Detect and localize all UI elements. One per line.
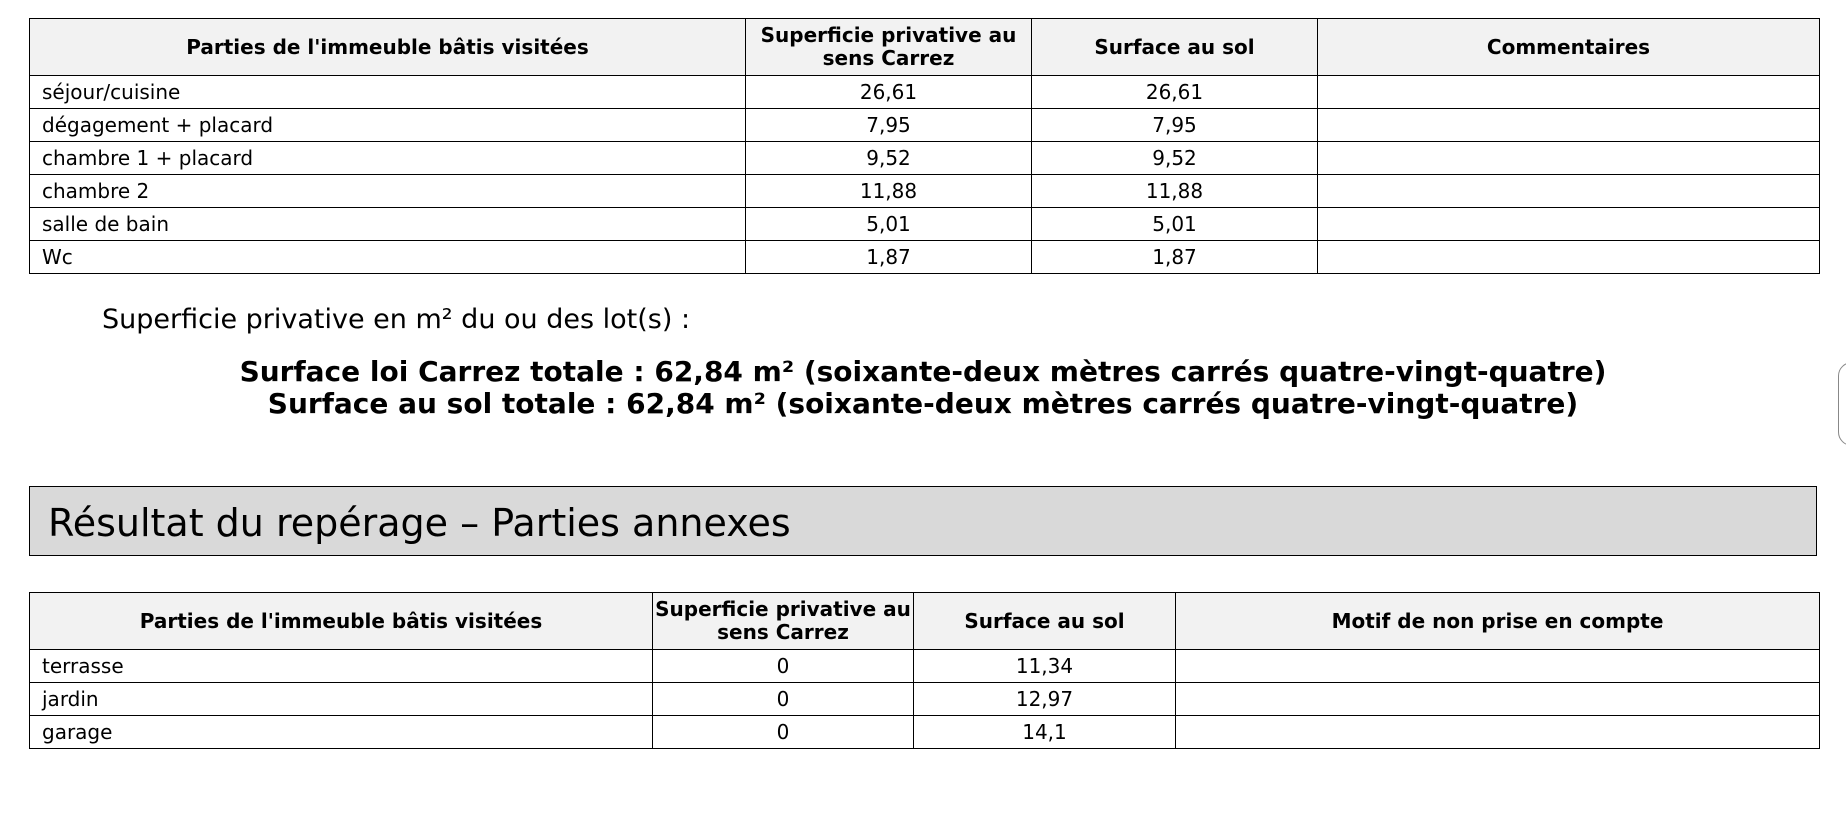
annex-surfaces-table xyxy=(29,592,1820,749)
annex-section-header xyxy=(29,486,1817,556)
table-row xyxy=(30,142,1820,175)
header-sol: Surface au sol xyxy=(914,593,1176,650)
row-comments xyxy=(1318,241,1820,274)
row-carrez: 0 xyxy=(653,650,914,683)
row-carrez: 0 xyxy=(653,683,914,716)
annex-section-title: Résultat du repérage – Parties annexes xyxy=(48,501,791,545)
row-sol: 26,61 xyxy=(1032,76,1318,109)
table-header-row xyxy=(30,19,1820,76)
surface-intro-text: Superficie privative en m² du ou des lot(s) : xyxy=(102,304,691,335)
table-row xyxy=(30,175,1820,208)
row-part: chambre 1 + placard xyxy=(30,142,746,175)
row-motif xyxy=(1176,683,1820,716)
row-part: terrasse xyxy=(30,650,653,683)
row-sol: 12,97 xyxy=(914,683,1176,716)
row-sol: 11,88 xyxy=(1032,175,1318,208)
table-row xyxy=(30,241,1820,274)
table-row xyxy=(30,716,1820,749)
surface-totals xyxy=(0,356,1846,420)
row-sol: 9,52 xyxy=(1032,142,1318,175)
row-carrez: 7,95 xyxy=(746,109,1032,142)
row-comments xyxy=(1318,208,1820,241)
row-part: garage xyxy=(30,716,653,749)
header-carrez: Superficie privative au sens Carrez xyxy=(653,593,914,650)
header-comments: Commentaires xyxy=(1318,19,1820,76)
row-part: dégagement + placard xyxy=(30,109,746,142)
row-part: chambre 2 xyxy=(30,175,746,208)
row-comments xyxy=(1318,76,1820,109)
row-motif xyxy=(1176,650,1820,683)
row-motif xyxy=(1176,716,1820,749)
table-header-row xyxy=(30,593,1820,650)
row-carrez: 11,88 xyxy=(746,175,1032,208)
row-comments xyxy=(1318,109,1820,142)
header-carrez: Superficie privative au sens Carrez xyxy=(746,19,1032,76)
row-part: séjour/cuisine xyxy=(30,76,746,109)
row-comments xyxy=(1318,175,1820,208)
row-carrez: 9,52 xyxy=(746,142,1032,175)
header-sol: Surface au sol xyxy=(1032,19,1318,76)
sol-total-line: Surface au sol totale : 62,84 m² (soixante-deux mètres carrés quatre-vingt-quatre) xyxy=(267,387,1579,420)
header-part: Parties de l'immeuble bâtis visitées xyxy=(30,593,653,650)
row-carrez: 5,01 xyxy=(746,208,1032,241)
row-part: salle de bain xyxy=(30,208,746,241)
row-sol: 14,1 xyxy=(914,716,1176,749)
row-sol: 5,01 xyxy=(1032,208,1318,241)
row-carrez: 1,87 xyxy=(746,241,1032,274)
row-part: Wc xyxy=(30,241,746,274)
table-row xyxy=(30,76,1820,109)
header-motif: Motif de non prise en compte xyxy=(1176,593,1820,650)
row-carrez: 0 xyxy=(653,716,914,749)
row-comments xyxy=(1318,142,1820,175)
table-row xyxy=(30,650,1820,683)
table-row xyxy=(30,109,1820,142)
row-sol: 1,87 xyxy=(1032,241,1318,274)
row-carrez: 26,61 xyxy=(746,76,1032,109)
row-sol: 11,34 xyxy=(914,650,1176,683)
table-row xyxy=(30,683,1820,716)
main-surfaces-table xyxy=(29,18,1820,274)
header-part: Parties de l'immeuble bâtis visitées xyxy=(30,19,746,76)
table-row xyxy=(30,208,1820,241)
row-part: jardin xyxy=(30,683,653,716)
row-sol: 7,95 xyxy=(1032,109,1318,142)
side-tab-handle[interactable] xyxy=(1838,362,1846,446)
carrez-total-line: Surface loi Carrez totale : 62,84 m² (soixante-deux mètres carrés quatre-vingt-quatre) xyxy=(239,355,1607,388)
